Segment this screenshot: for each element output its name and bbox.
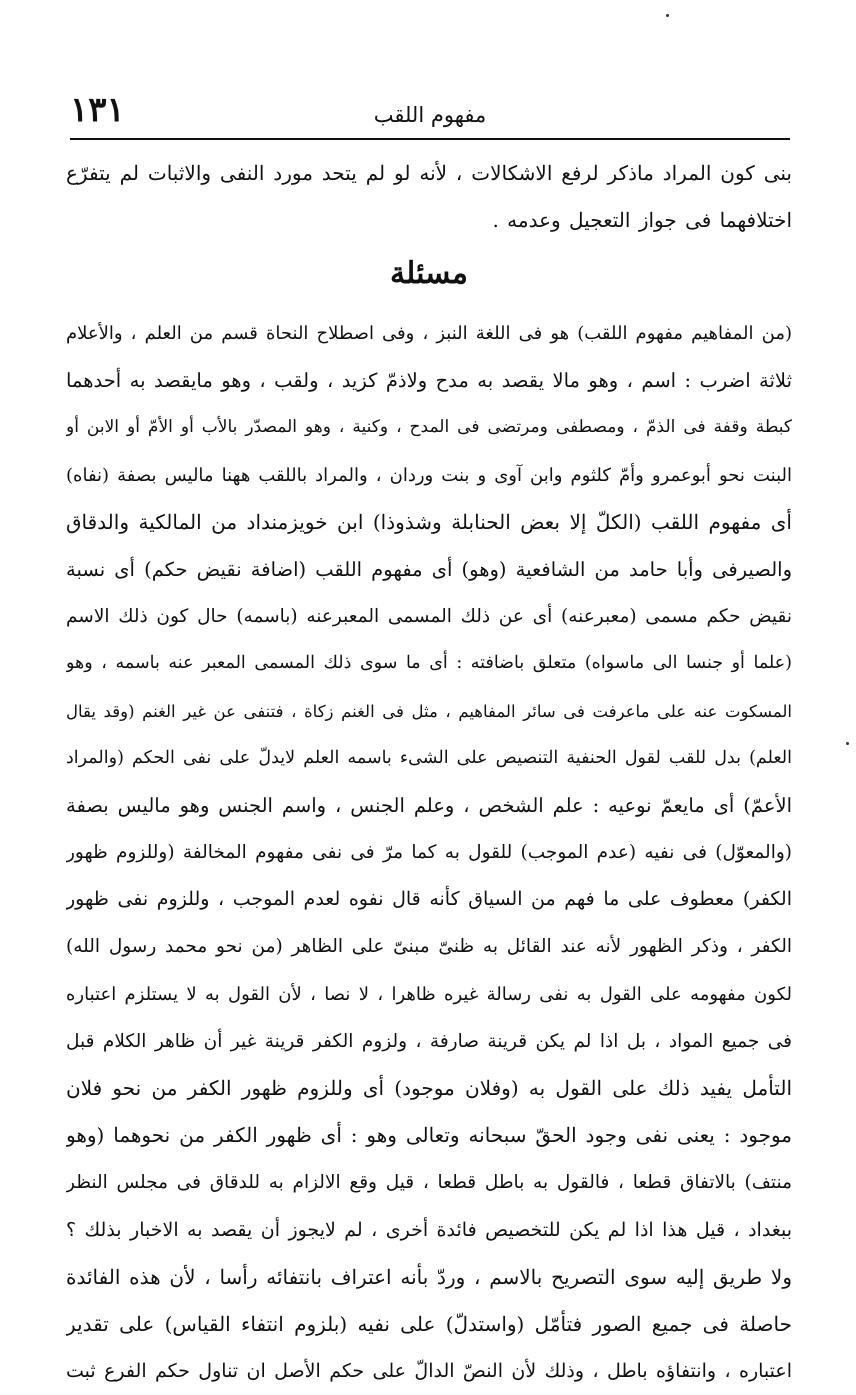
text-line: اعتباره ، وانتفاؤه باطل ، وذلك لأن النصّ الدالّ على حكم الأصل ان تناول حكم الفرع ثبت (66, 1360, 792, 1383)
text-line: كبطة وقفة فى الذمّ ، ومصطفى ومرتضى فى المدح ، وكنية ، وهو المصدّر بالأب أو الأمّ أو الابن أو (66, 417, 792, 438)
section-heading: مسئلة (390, 256, 468, 291)
intro-paragraph (66, 150, 792, 244)
text-line: الكفر ، وذكر الظهور لأنه عند القائل به ظنىّ مبنىّ على الظاهر (من نحو محمد رسول الله) (66, 936, 792, 958)
text-line: العلم) بدل للقب لقول الحنفية التنصيص على الشىء باسمه العلم لايدلّ على نفى الحكم (والمراد (66, 747, 792, 768)
text-line: ثلاثة اضرب : اسم ، وهو مالا يقصد به مدح ولاذمّ كزيد ، ولقب ، وهو مايقصد به أحدهما (66, 369, 792, 393)
page-number: ١٣١ (70, 90, 125, 130)
text-line: الكفر) معطوف على ما فهم من السياق كأنه قال نفوه لعدم الموجب ، وللزوم نفى ظهور (66, 888, 792, 911)
scan-speck (666, 14, 669, 17)
text-line: (من المفاهيم مفهوم اللقب) هو فى اللغة النبز ، وفى اصطلاح النحاة قسم من العلم ، والأعلام (66, 323, 792, 344)
text-line: نقيض حكم مسمى (معبرعنه) أى عن ذلك المسمى المعبرعنه (باسمه) حال كون ذلك الاسم (66, 606, 792, 628)
text-line: بنى كون المراد ماذكر لرفع الاشكالات ، لأنه لو لم يتحد مورد النفى والاثبات لم يتفرّع (66, 161, 792, 185)
header-rule (70, 138, 790, 140)
text-line: التأمل يفيد ذلك على القول به (وفلان موجود) أى وللزوم ظهور الكفر من نحو فلان (66, 1076, 792, 1100)
page-header (70, 92, 790, 136)
text-line: (علما أو جنسا الى ماسواه) متعلق باضافته : أى ما سوى ذلك المسمى المعبر عنه باسمه ، وهو (66, 653, 792, 674)
text-line: المسكوت عنه على ماعرفت فى سائر المفاهيم ، مثل فى الغنم زكاة ، فتنفى عن غير الغنم (وقد يقال (66, 701, 792, 721)
scan-speck (846, 742, 849, 745)
running-title: مفهوم اللقب (373, 103, 487, 127)
text-line: البنت نحو أبوعمرو وأمّ كلثوم وابن آوى و بنت وردان ، والمراد باللقب ههنا ماليس بصفة (نفاه) (66, 464, 792, 486)
text-line: الأعمّ) أى مايعمّ نوعيه : علم الشخص ، وعلم الجنس ، واسم الجنس وهو ماليس بصفة (66, 793, 792, 817)
body-paragraph (66, 310, 792, 1395)
text-line: ببغداد ، قيل هذا اذا لم يكن للتخصيص فائدة أخرى ، لم لايجوز أن يقصد به الاخبار بذلك ؟ (66, 1218, 792, 1241)
text-line: منتف) بالاتفاق قطعا ، فالقول به باطل قطعا ، قيل وقع الالزام به للدقاق فى مجلس النظر (66, 1172, 792, 1194)
text-line: (والمعوّل) فى نفيه (عدم الموجب) للقول به كما مرّ فى نفى مفهوم المخالفة (وللزوم ظهور (66, 842, 792, 864)
text-line: موجود : يعنى نفى وجود الحقّ سبحانه وتعالى وهو : أى ظهور الكفر من نحوهما (وهو (66, 1123, 792, 1148)
text-line: ولا طريق إليه سوى التصريح بالاسم ، وردّ بأنه اعتراف بانتفائه رأسا ، لأن هذه الفائدة (66, 1264, 792, 1289)
text-line: حاصلة فى جميع الصور فتأمّل (واستدلّ) على نفيه (بلزوم انتفاء القياس) على تقدير (66, 1311, 792, 1336)
text-line: لكون مفهومه على القول به نفى رسالة غيره ظاهرا ، لا نصا ، لأن القول به لا يستلزم اعتباره (66, 983, 792, 1005)
text-line: اختلافهما فى جواز التعجيل وعدمه . (492, 208, 792, 233)
text-line: أى مفهوم اللقب (الكلّ إلا بعض الحنابلة وشذوذا) ابن خويزمنداد من المالكية والدقاق (66, 509, 792, 534)
text-line: فى جميع المواد ، بل اذا لم يكن قرينة صارفة ، ولزوم الكفر قرينة غير أن ظاهر الكلام قبل (66, 1030, 792, 1052)
text-line: والصيرفى وأبا حامد من الشافعية (وهو) أى مفهوم اللقب (اضافة نقيض حكم) أى نسبة (66, 557, 792, 581)
